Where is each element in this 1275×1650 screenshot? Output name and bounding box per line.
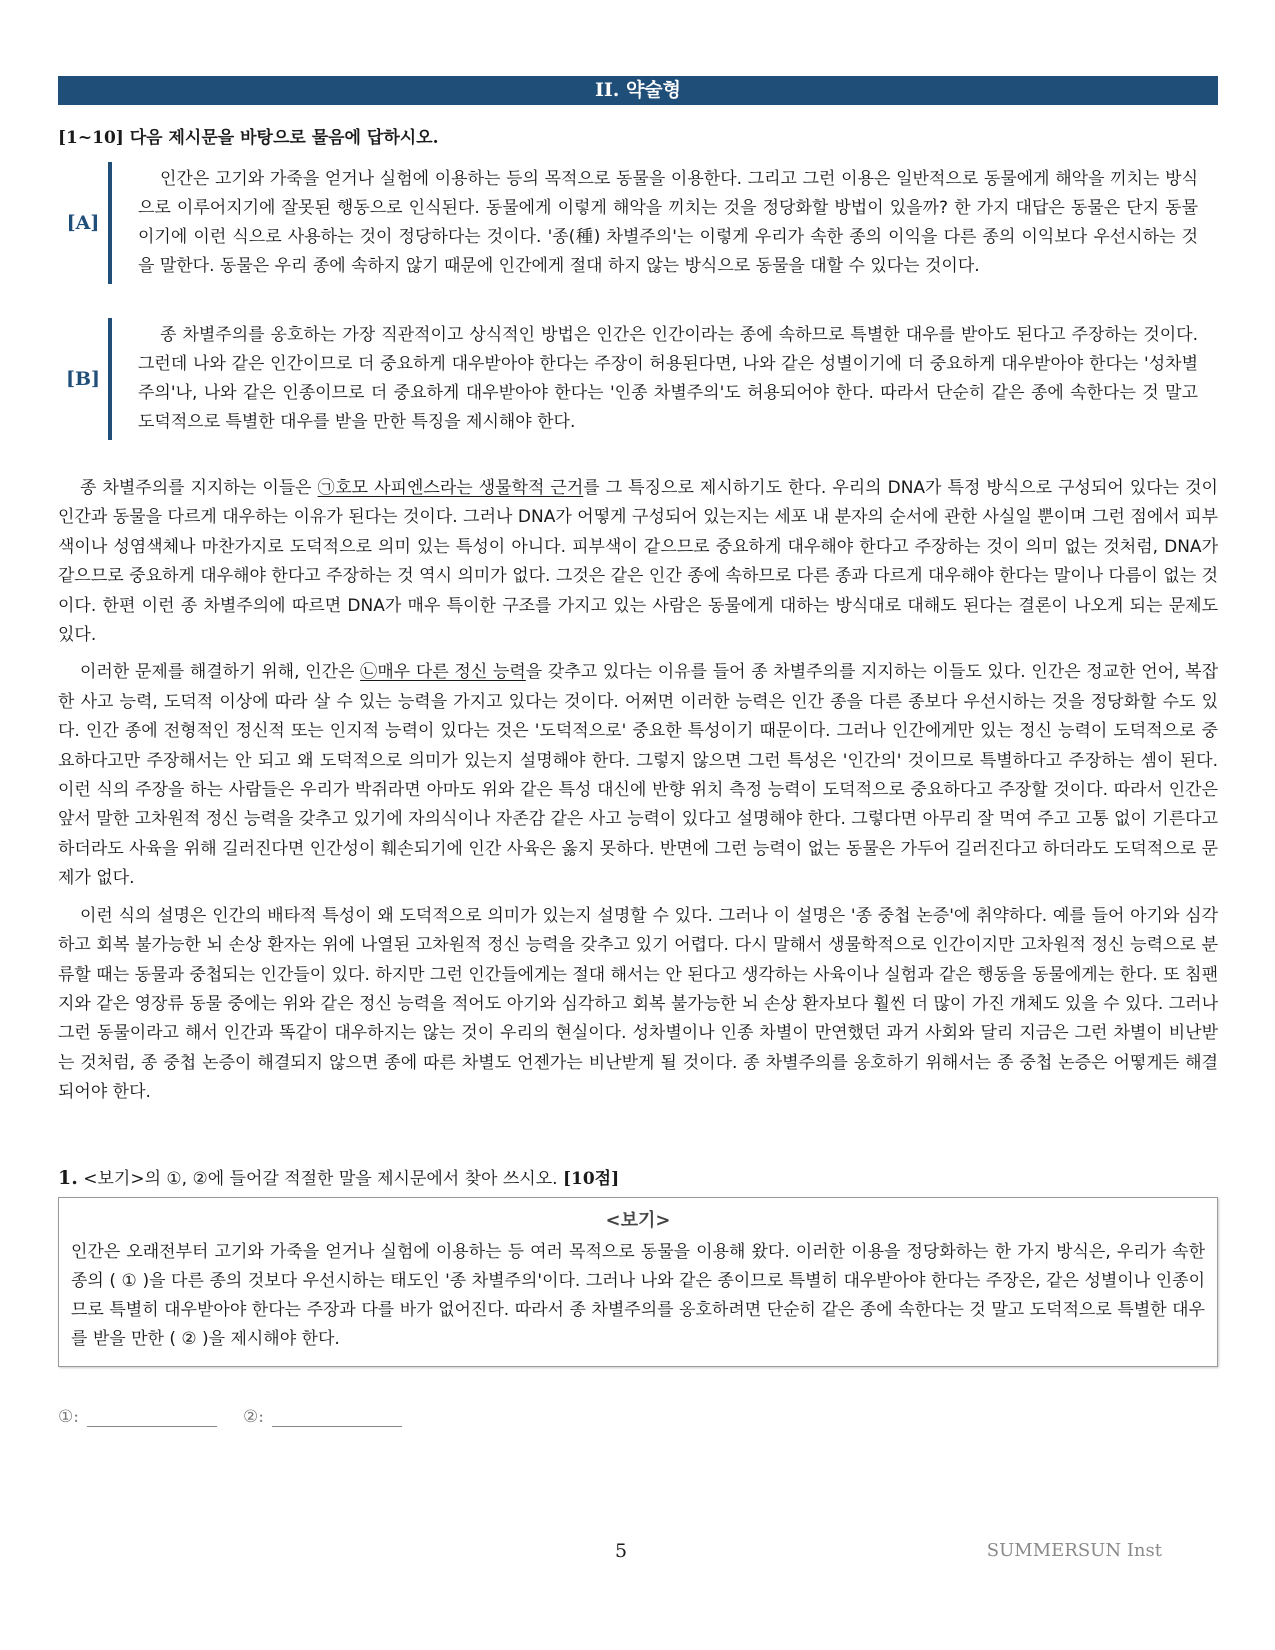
passage-a — [58, 162, 1218, 284]
answer-1-blank[interactable] — [87, 1408, 217, 1427]
essay-text: 를 그 특징으로 제시하기도 한다. 우리의 DNA가 특정 방식으로 구성되어 있다는 것이 인간과 동물을 다르게 대우하는 이유가 된다는 것이다. 그러나 DNA가 어떻게 구성되어 있는지는 세포 내 분자의 순서에 관한 사실일 뿐이며 그런 점에서 피부색이나 성염색체나 마찬가지로 도덕적으로 의미 있는 특성이 아니다. 피부색이 같으므로 중요하게 대우해야 한다고 주장하는 것이 의미 없는 것처럼, DNA가 같으므로 중요하게 대우해야 한다고 주장하는 것 역시 의미가 없다. 그것은 같은 인간 종에 속하므로 다른 종과 다르게 대우해야 한다는 말이나 다름이 없는 것이다. 한편 이런 종 차별주의에 따르면 DNA가 매우 특이한 구조를 가지고 있는 사람은 동물에게 대하는 방식대로 대해도 된다는 결론이 나오게 되는 문제도 있다. — [58, 478, 1218, 646]
essay-paragraph-2 — [58, 658, 1218, 893]
essay-text: 종 차별주의를 지지하는 이들은 — [80, 478, 318, 498]
underline-b: ㉡매우 다른 정신 능력 — [360, 662, 526, 683]
essay — [58, 474, 1218, 1108]
answer-1 — [58, 1407, 217, 1427]
passage-b-label: [B] — [65, 368, 101, 390]
bogi-box — [58, 1197, 1218, 1367]
question-number: 1. — [58, 1166, 78, 1189]
essay-paragraph-3: 이런 식의 설명은 인간의 배타적 특성이 왜 도덕적으로 의미가 있는지 설명할 수 있다. 그러나 이 설명은 '종 중첩 논증'에 취약하다. 예를 들어 아기와 심각하고 회복 불가능한 뇌 손상 환자는 위에 나열된 고차원적 정신 능력을 갖추고 있기 어렵다. 다시 말해서 생물학적으로 인간이지만 고차원적 정신 능력으로 분류할 때는 동물과 중첩되는 인간들이 있다. 하지만 그런 인간들에게는 절대 해서는 안 된다고 생각하는 사육이나 실험과 같은 행동을 동물에게는 한다. 또 침팬지와 같은 영장류 동물 중에는 위와 같은 정신 능력을 적어도 아기와 심각하고 회복 불가능한 뇌 손상 환자보다 훨씬 더 많이 가진 개체도 있을 수 있다. 그러나 그런 동물이라고 해서 인간과 똑같이 대우하지는 않는 것이 우리의 현실이다. 성차별이나 인종 차별이 만연했던 과거 사회와 달리 지금은 그런 차별이 비난받는 것처럼, 종 중첩 논증이 해결되지 않으면 종에 따른 차별도 언젠가는 비난받게 될 것이다. 종 차별주의를 옹호하기 위해서는 종 중첩 논증은 어떻게든 해결되어야 한다. — [58, 905, 1218, 1103]
section-title: II. 약술형 — [58, 76, 1218, 105]
bogi-text: 인간은 오래전부터 고기와 가죽을 얻거나 실험에 이용하는 등 여러 목적으로 동물을 이용해 왔다. 이러한 이용을 정당화하는 한 가지 방식은, 우리가 속한 종의 ( ① )을 다른 종의 것보다 우선시하는 태도인 '종 차별주의'이다. 그러나 나와 같은 종이므로 특별히 대우받아야 한다는 주장은, 같은 성별이나 인종이므로 특별히 대우받아야 한다는 주장과 다를 바가 없어진다. 따라서 종 차별주의를 옹호하려면 단순히 같은 종에 속한다는 것 말고 도덕적으로 특별한 대우를 받을 만한 ( ② )을 제시해야 한다. — [71, 1241, 1205, 1349]
essay-paragraph-1 — [58, 474, 1218, 650]
page-number: 5 — [615, 1540, 628, 1562]
question-1 — [58, 1164, 1218, 1189]
passage-a-label: [A] — [66, 212, 100, 234]
question-points: [10점] — [562, 1168, 620, 1189]
underline-a: ㉠호모 사피엔스라는 생물학적 근거 — [317, 478, 584, 498]
answer-2-label: ②: — [242, 1406, 264, 1427]
answer-2-blank[interactable] — [272, 1408, 402, 1427]
exam-page — [58, 76, 1218, 1427]
answer-1-label: ①: — [58, 1406, 79, 1427]
essay-text: 이러한 문제를 해결하기 위해, 인간은 — [80, 662, 361, 683]
passage-b — [58, 318, 1218, 440]
question-text: <보기>의 ①, ②에 들어갈 적절한 말을 제시문에서 찾아 쓰시오. — [77, 1168, 563, 1189]
answer-area — [58, 1407, 1218, 1427]
passage-a-text: 인간은 고기와 가죽을 얻거나 실험에 이용하는 등의 목적으로 동물을 이용한다. 그리고 그런 이용은 일반적으로 동물에게 해악을 끼치는 방식으로 이루어지기에 잘못된 행동으로 인식된다. 동물에게 이렇게 해악을 끼치는 것을 정당화할 방법이 있을까? 한 가지 대답은 동물은 단지 동물이기에 이런 식으로 사용하는 것이 정당하다는 것이다. '종(種) 차별주의'는 이렇게 우리가 속한 종의 이익을 다른 종의 이익보다 우선시하는 것을 말한다. 동물은 우리 종에 속하지 않기 때문에 인간에게 절대 하지 않는 방식으로 동물을 대할 수 있다는 것이다. — [108, 162, 1198, 284]
brand-name: SUMMERSUN Inst — [986, 1540, 1162, 1561]
instruction: [1~10] 다음 제시문을 바탕으로 물음에 답하시오. — [58, 128, 439, 148]
bogi-title: <보기> — [605, 1209, 671, 1231]
answer-2 — [243, 1407, 402, 1427]
passage-b-text: 종 차별주의를 옹호하는 가장 직관적이고 상식적인 방법은 인간은 인간이라는 종에 속하므로 특별한 대우를 받아도 된다고 주장하는 것이다. 그런데 나와 같은 인간이므로 더 중요하게 대우받아야 한다는 주장이 허용된다면, 나와 같은 성별이기에 더 중요하게 대우받아야 한다는 '성차별주의'나, 나와 같은 인종이므로 더 중요하게 대우받아야 한다는 '인종 차별주의'도 허용되어야 한다. 따라서 단순히 같은 종에 속한다는 것 말고 도덕적으로 특별한 대우를 받을 만한 특징을 제시해야 한다. — [108, 318, 1198, 440]
essay-text: 을 갖추고 있다는 이유를 들어 종 차별주의를 지지하는 이들도 있다. 인간은 정교한 언어, 복잡한 사고 능력, 도덕적 이상에 따라 살 수 있는 능력을 가지고 있다는 것이다. 어쩌면 이러한 능력은 인간 종을 다른 종보다 우선시하는 것을 정당화할 수도 있다. 인간 종에 전형적인 정신적 또는 인지적 능력이 있다는 것은 '도덕적으로' 중요한 특성이기 때문이다. 그러나 인간에게만 있는 정신 능력이 도덕적으로 중요하다고만 주장해서는 안 되고 왜 도덕적으로 의미가 있는지 설명해야 한다. 그렇지 않으면 그런 특성은 '인간의' 것이므로 특별하다고 주장하는 셈이 된다. 이런 식의 주장을 하는 사람들은 우리가 박쥐라면 아마도 위와 같은 특성 대신에 반향 위치 측정 능력이 도덕적으로 중요하다고 주장할 것이다. 따라서 인간은 앞서 말한 고차원적 정신 능력을 갖추고 있기에 자의식이나 자존감 같은 사고 능력이 있다고 설명해야 한다. 그렇다면 아무리 잘 먹여 주고 고통 없이 기른다고 하더라도 사육을 위해 길러진다면 인간성이 훼손되기에 인간 사육은 옳지 못하다. 반면에 그런 능력이 없는 동물은 가두어 길러진다고 하더라도 도덕적으로 문제가 없다. — [58, 662, 1218, 889]
